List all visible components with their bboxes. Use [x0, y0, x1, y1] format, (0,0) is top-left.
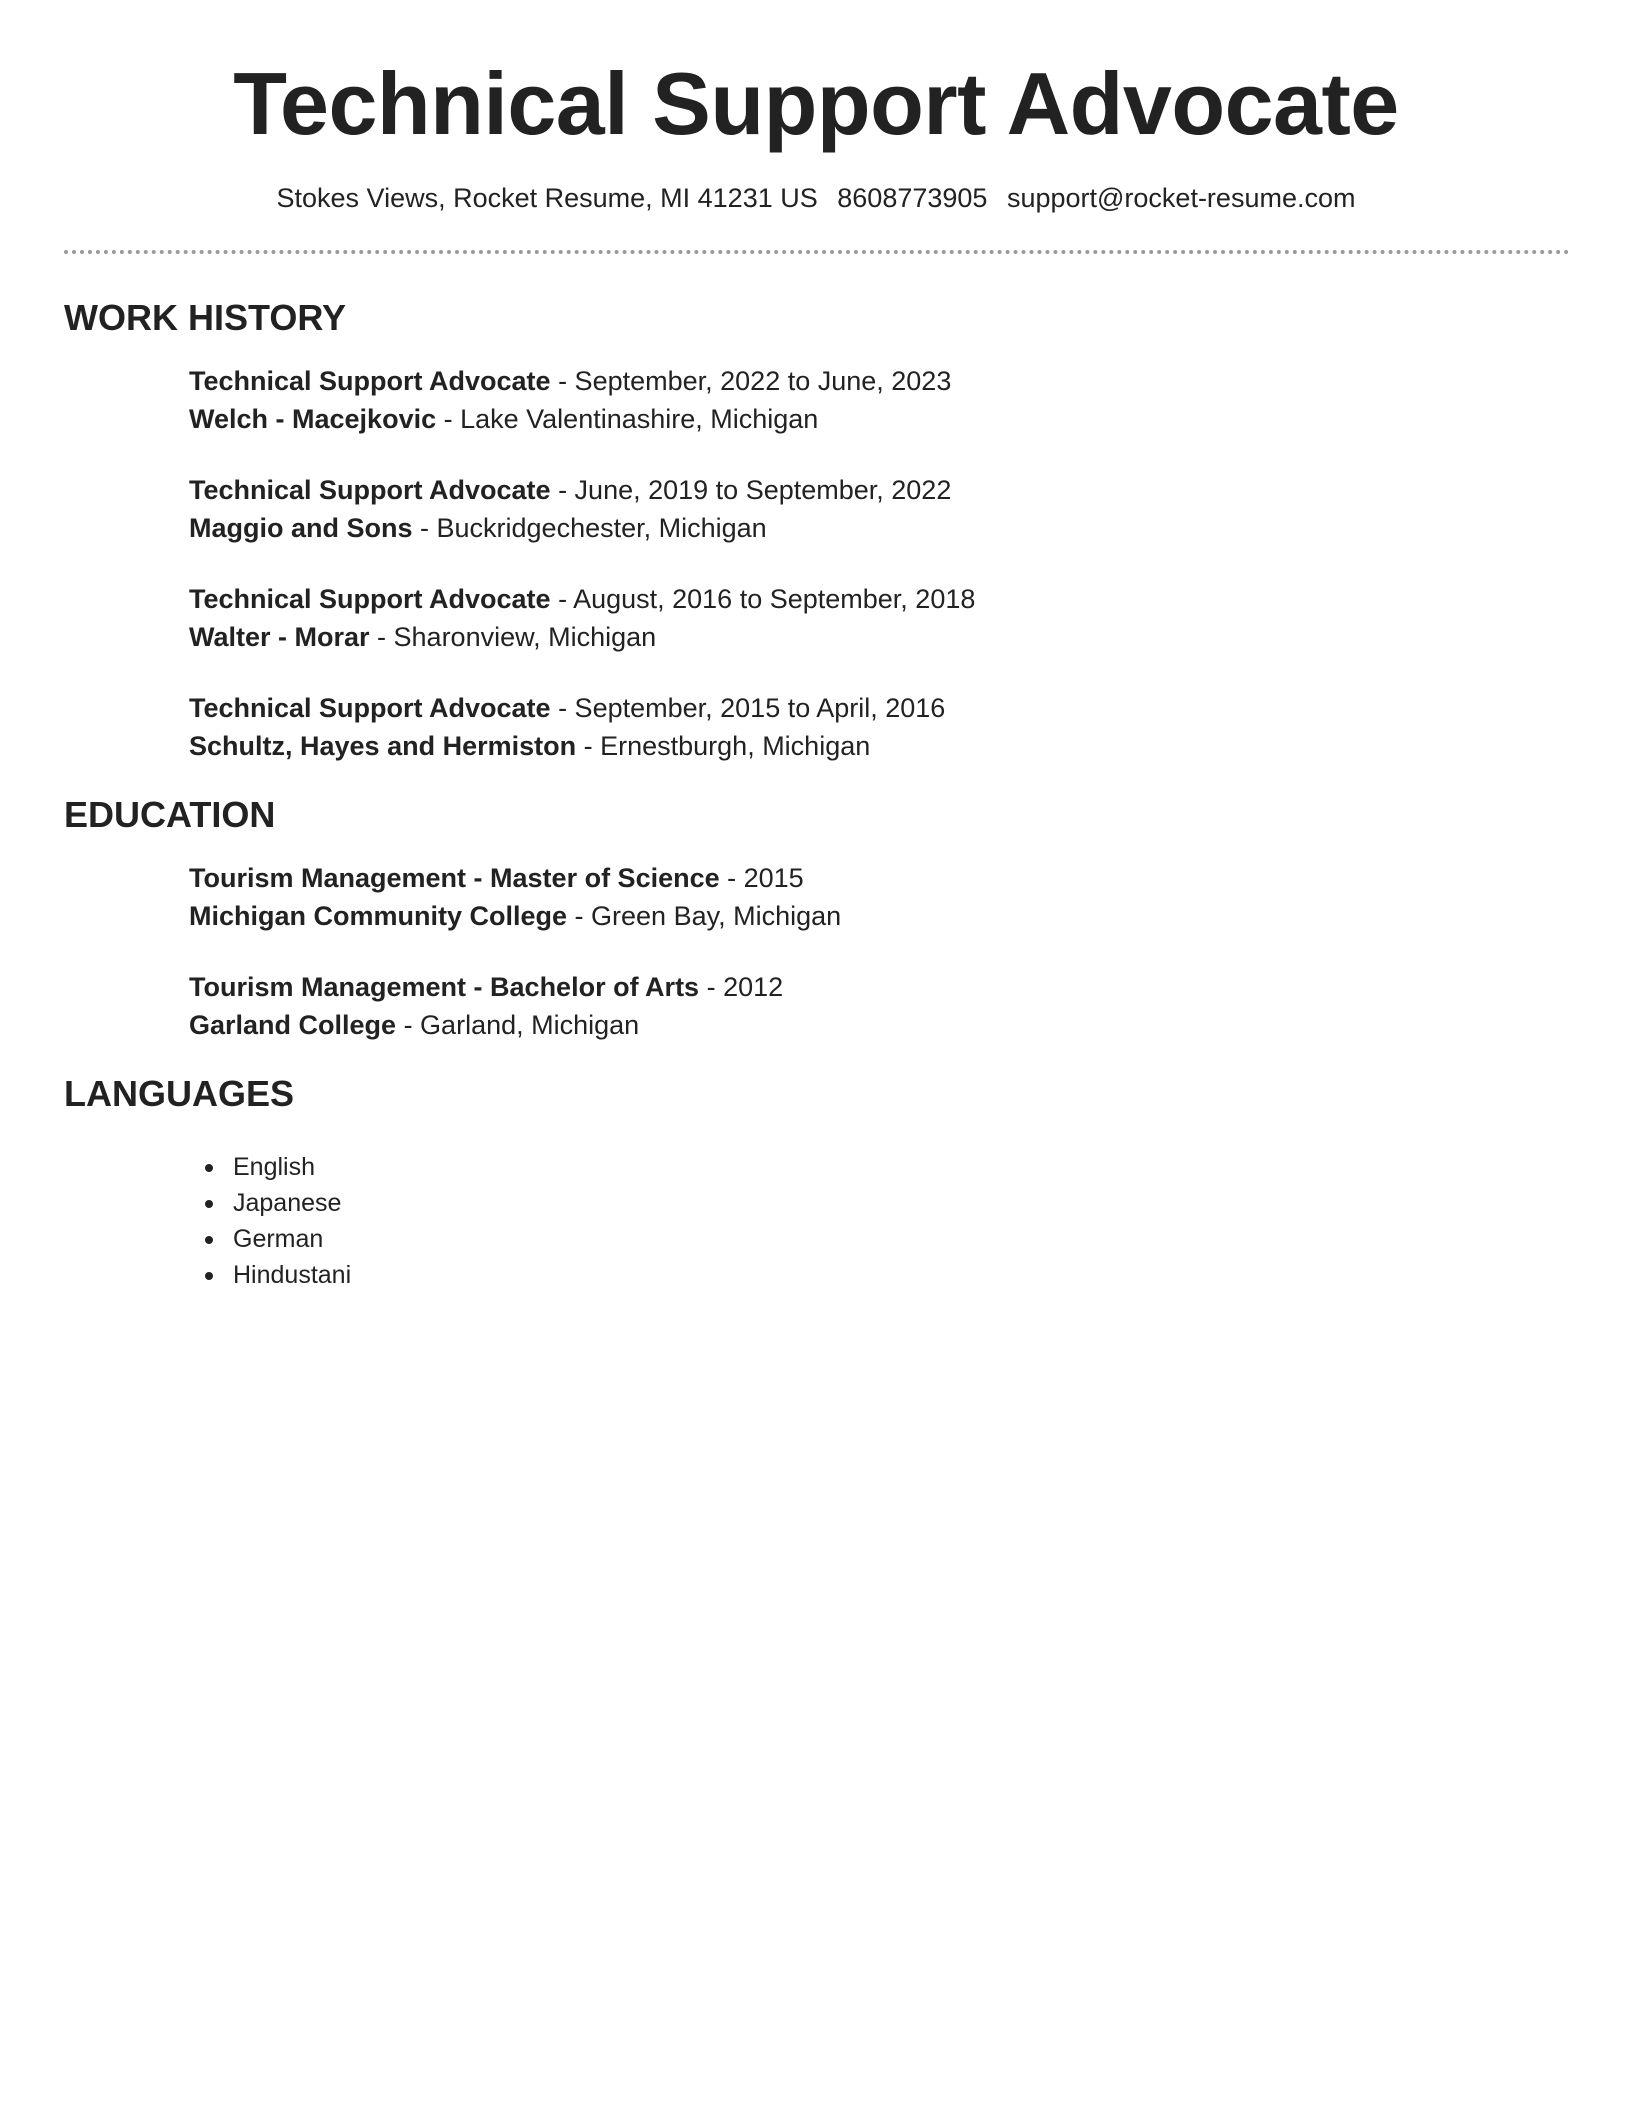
- job-location: - Sharonview, Michigan: [369, 622, 657, 652]
- education-entry: [189, 968, 783, 1044]
- resume-title: Technical Support Advocate: [233, 54, 1399, 153]
- work-entry: [189, 362, 951, 438]
- list-item: English: [189, 1149, 351, 1185]
- work-entry: [189, 471, 951, 547]
- job-dates: - September, 2015 to April, 2016: [550, 693, 946, 723]
- degree-year: - 2015: [719, 863, 804, 893]
- degree: Tourism Management - Master of Science: [189, 863, 720, 893]
- job-company: Schultz, Hayes and Hermiston: [189, 731, 577, 761]
- school: Michigan Community College: [189, 901, 568, 931]
- job-location: - Buckridgechester, Michigan: [412, 513, 767, 543]
- job-role: Technical Support Advocate: [189, 366, 551, 396]
- work-entry: [189, 689, 945, 765]
- contact-phone: 8608773905: [837, 183, 988, 213]
- education-entry: [189, 859, 841, 935]
- job-location: - Ernestburgh, Michigan: [576, 731, 871, 761]
- list-item: Japanese: [189, 1185, 351, 1221]
- school: Garland College: [189, 1010, 397, 1040]
- job-dates: - June, 2019 to September, 2022: [550, 475, 952, 505]
- contact-address: Stokes Views, Rocket Resume, MI 41231 US: [276, 183, 818, 213]
- list-item: Hindustani: [189, 1257, 351, 1293]
- languages-list: [189, 1149, 351, 1293]
- school-location: - Garland, Michigan: [396, 1010, 640, 1040]
- contact-line: [0, 180, 1632, 216]
- job-company: Walter - Morar: [189, 622, 370, 652]
- job-role: Technical Support Advocate: [189, 584, 551, 614]
- languages-heading: LANGUAGES: [64, 1073, 295, 1114]
- list-item: German: [189, 1221, 351, 1257]
- school-location: - Green Bay, Michigan: [567, 901, 842, 931]
- education-heading: EDUCATION: [64, 794, 276, 835]
- degree: Tourism Management - Bachelor of Arts: [189, 972, 700, 1002]
- job-dates: - August, 2016 to September, 2018: [550, 584, 976, 614]
- job-role: Technical Support Advocate: [189, 693, 551, 723]
- work-entry: [189, 580, 975, 656]
- contact-email: support@rocket-resume.com: [1006, 183, 1356, 213]
- header-divider: [64, 250, 1570, 254]
- job-company: Welch - Macejkovic: [189, 404, 437, 434]
- job-company: Maggio and Sons: [189, 513, 413, 543]
- degree-year: - 2012: [699, 972, 784, 1002]
- work-history-heading: WORK HISTORY: [64, 297, 347, 338]
- job-location: - Lake Valentinashire, Michigan: [436, 404, 819, 434]
- job-dates: - September, 2022 to June, 2023: [550, 366, 952, 396]
- job-role: Technical Support Advocate: [189, 475, 551, 505]
